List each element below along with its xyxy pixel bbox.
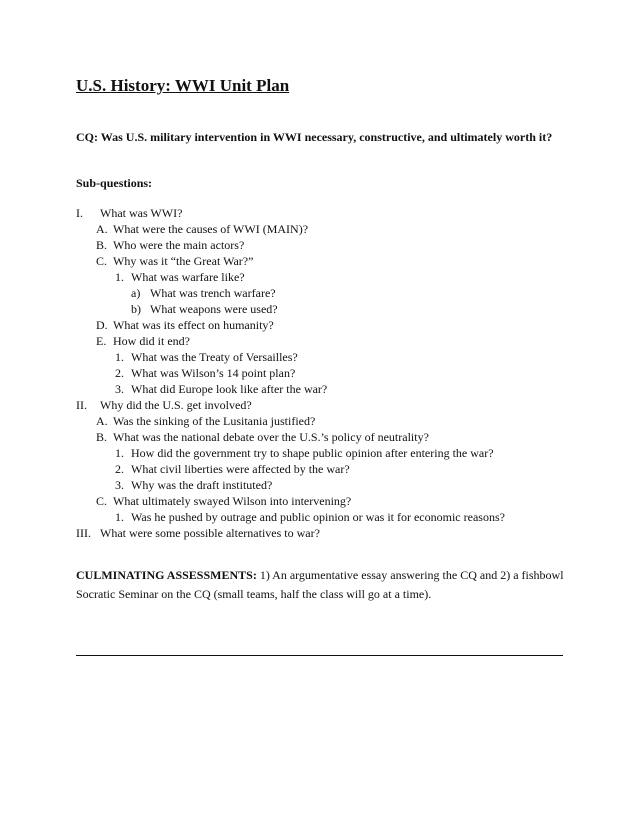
outline-text: What was the Treaty of Versailles? (131, 350, 298, 364)
outline-text: What was its effect on humanity? (113, 318, 274, 332)
outline-marker: I. (76, 206, 83, 220)
outline-marker: 2. (115, 366, 124, 380)
outline-marker: a) (131, 286, 141, 300)
outline-marker: 3. (115, 478, 124, 492)
outline-marker: D. (96, 318, 108, 332)
outline-marker: 1. (115, 270, 124, 284)
outline-text: What were the causes of WWI (MAIN)? (113, 222, 309, 236)
outline-text: Was he pushed by outrage and public opinion or was it for economic reasons? (131, 510, 505, 524)
outline-text: What were some possible alternatives to war? (100, 526, 320, 540)
outline-text: How did it end? (113, 334, 190, 348)
outline-marker: 2. (115, 462, 124, 476)
outline-marker: B. (96, 238, 108, 252)
outline-marker: 1. (115, 510, 124, 524)
outline-marker: 1. (115, 446, 124, 460)
outline-marker: III. (76, 526, 91, 540)
outline-marker: C. (96, 254, 108, 268)
outline-text: What weapons were used? (150, 302, 278, 316)
outline-text: What was warfare like? (131, 270, 245, 284)
outline-text: Who were the main actors? (113, 238, 245, 252)
document-title: U.S. History: WWI Unit Plan (76, 76, 290, 95)
outline-text: What was trench warfare? (150, 286, 276, 300)
assessments-label: CULMINATING ASSESSMENTS: (76, 568, 257, 582)
outline-marker: 1. (115, 350, 124, 364)
outline-marker: 3. (115, 382, 124, 396)
outline-marker: B. (96, 430, 108, 444)
outline-text: What was WWI? (100, 206, 183, 220)
subquestions-heading: Sub-questions: (76, 176, 153, 190)
outline-marker: A. (96, 222, 108, 236)
horizontal-rule (76, 655, 563, 656)
compelling-question: CQ: Was U.S. military intervention in WWI necessary, constructive, and ultimately worth it? (76, 130, 553, 144)
outline-text: What ultimately swayed Wilson into intervening? (113, 494, 352, 508)
outline-text: Why was it “the Great War?” (113, 254, 254, 268)
outline-marker: A. (96, 414, 108, 428)
outline-text: Was the sinking of the Lusitania justified? (113, 414, 316, 428)
outline-marker: II. (76, 398, 87, 412)
assessments-text: 1) An argumentative essay answering the CQ and 2) a fishbowl Socratic Seminar on the CQ (small teams, half the class will go at a time). (76, 568, 564, 601)
outline-marker: E. (96, 334, 107, 348)
outline-marker: b) (131, 302, 141, 316)
outline-text: Why did the U.S. get involved? (100, 398, 252, 412)
outline-text: What civil liberties were affected by the war? (131, 462, 350, 476)
outline-text: Why was the draft instituted? (131, 478, 273, 492)
culminating-assessments (76, 566, 566, 604)
outline-text: What was the national debate over the U.S.’s policy of neutrality? (113, 430, 429, 444)
outline-text: What was Wilson’s 14 point plan? (131, 366, 296, 380)
outline-text: How did the government try to shape public opinion after entering the war? (131, 446, 494, 460)
outline-text: What did Europe look like after the war? (131, 382, 328, 396)
outline-marker: C. (96, 494, 108, 508)
